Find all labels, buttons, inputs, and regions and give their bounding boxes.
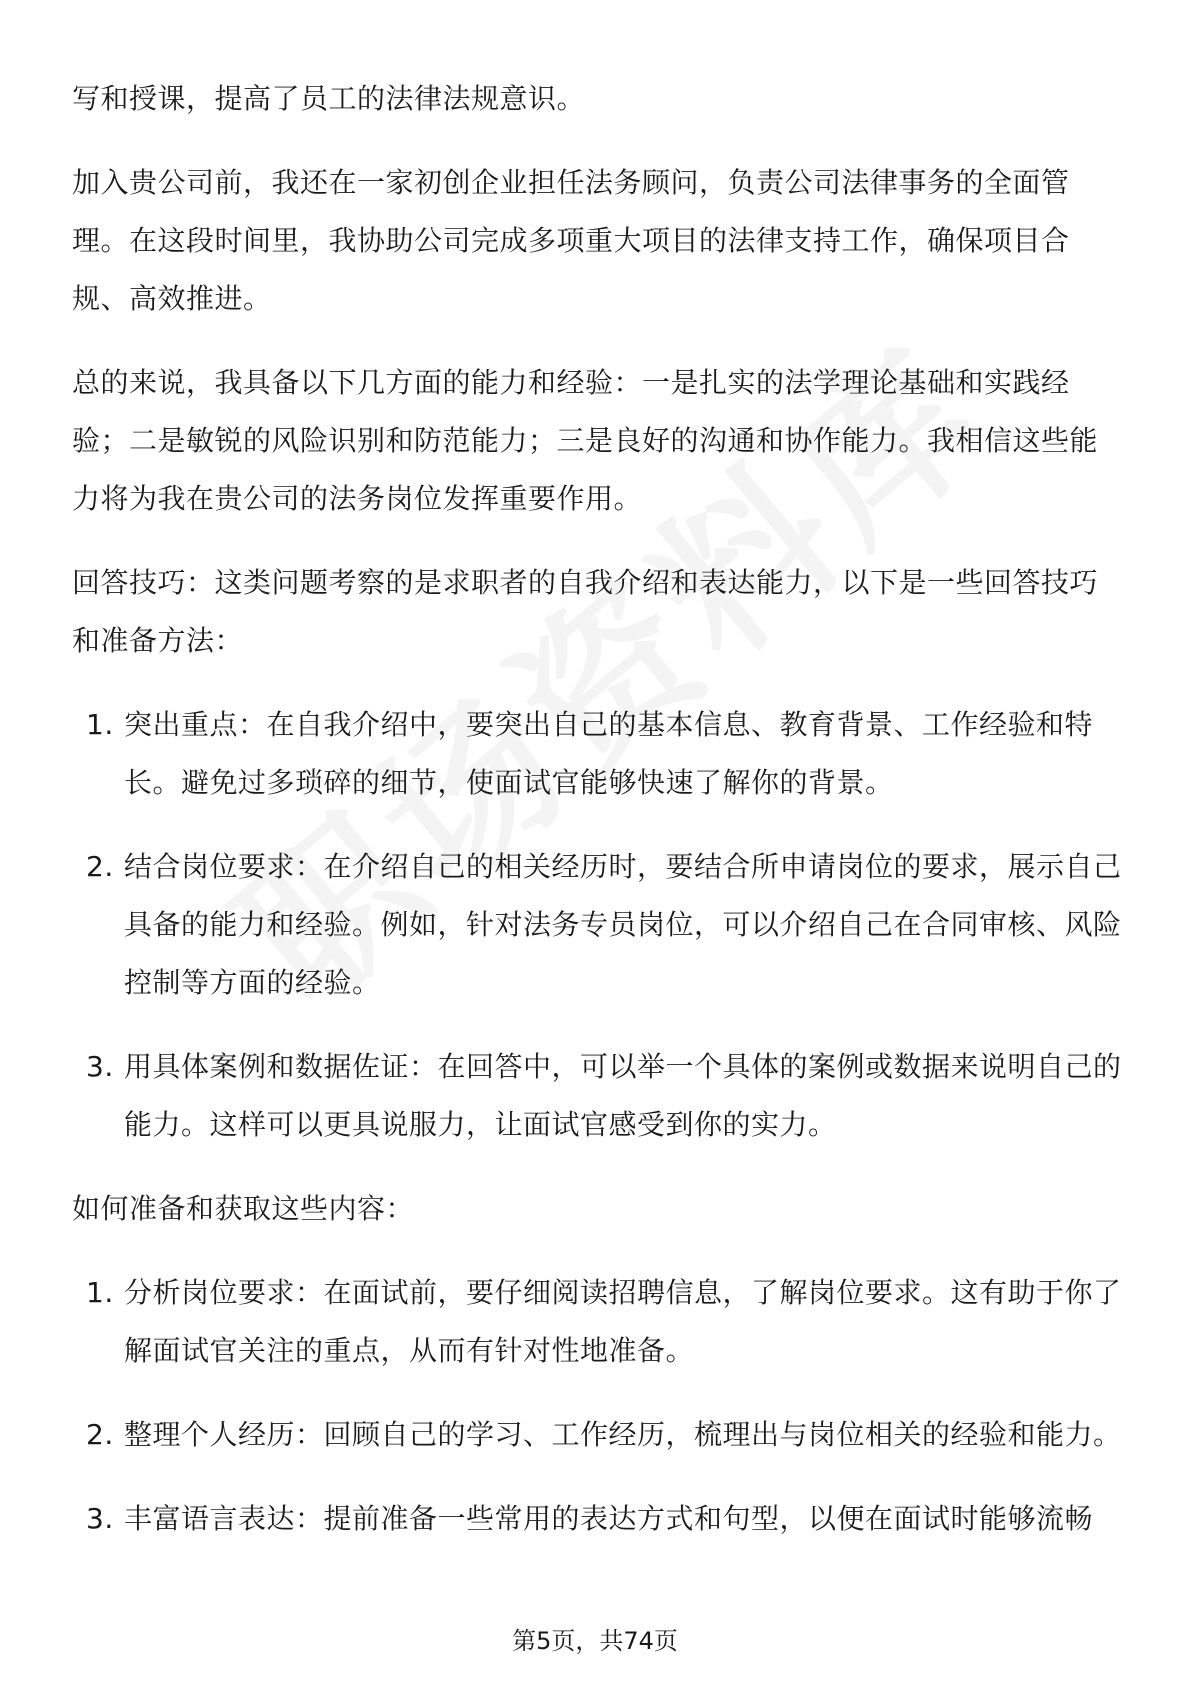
tip-item — [72, 1038, 1122, 1154]
tip-text: 用具体案例和数据佐证：在回答中，可以举一个具体的案例或数据来说明自己的能力。这样可以更具说服力，让面试官感受到你的实力。 — [124, 1050, 1122, 1141]
tip-text: 突出重点：在自我介绍中，要突出自己的基本信息、教育背景、工作经验和特长。避免过多琐碎的细节，使面试官能够快速了解你的背景。 — [124, 708, 1094, 799]
prep-number: 1. — [86, 1276, 114, 1309]
tip-number: 2. — [86, 850, 114, 883]
prep-heading: 如何准备和获取这些内容： — [72, 1192, 415, 1225]
tip-item — [72, 838, 1122, 1012]
prep-item — [72, 1406, 1122, 1464]
paragraph-summary: 总的来说，我具备以下几方面的能力和经验：一是扎实的法学理论基础和实践经验；二是敏锐的风险识别和防范能力；三是良好的沟通和协作能力。我相信这些能力将为我在贵公司的法务岗位发挥重要作用。 — [72, 366, 1099, 515]
prep-item — [72, 1264, 1122, 1380]
tip-number: 3. — [86, 1050, 114, 1083]
tip-number: 1. — [86, 708, 114, 741]
paragraph-startup-experience: 加入贵公司前，我还在一家初创企业担任法务顾问，负责公司法律事务的全面管理。在这段时间里，我协助公司完成多项重大项目的法律支持工作，确保项目合规、高效推进。 — [72, 166, 1070, 315]
prep-number: 2. — [86, 1418, 114, 1451]
document-body — [72, 70, 1122, 1574]
tip-item — [72, 696, 1122, 812]
paragraph-continuation: 写和授课，提高了员工的法律法规意识。 — [72, 82, 586, 115]
prep-text: 分析岗位要求：在面试前，要仔细阅读招聘信息，了解岗位要求。这有助于你了解面试官关注的重点，从而有针对性地准备。 — [124, 1276, 1122, 1367]
prep-item — [72, 1490, 1122, 1548]
page-number-footer: 第5页，共74页 — [512, 1627, 678, 1655]
prep-number: 3. — [86, 1502, 114, 1535]
paragraph-answer-tips-intro: 回答技巧：这类问题考察的是求职者的自我介绍和表达能力，以下是一些回答技巧和准备方法： — [72, 566, 1099, 657]
prep-text: 丰富语言表达：提前准备一些常用的表达方式和句型，以便在面试时能够流畅 — [124, 1502, 1094, 1535]
prep-text: 整理个人经历：回顾自己的学习、工作经历，梳理出与岗位相关的经验和能力。 — [124, 1418, 1122, 1451]
tip-text: 结合岗位要求：在介绍自己的相关经历时，要结合所申请岗位的要求，展示自己具备的能力和经验。例如，针对法务专员岗位，可以介绍自己在合同审核、风险控制等方面的经验。 — [124, 850, 1122, 999]
